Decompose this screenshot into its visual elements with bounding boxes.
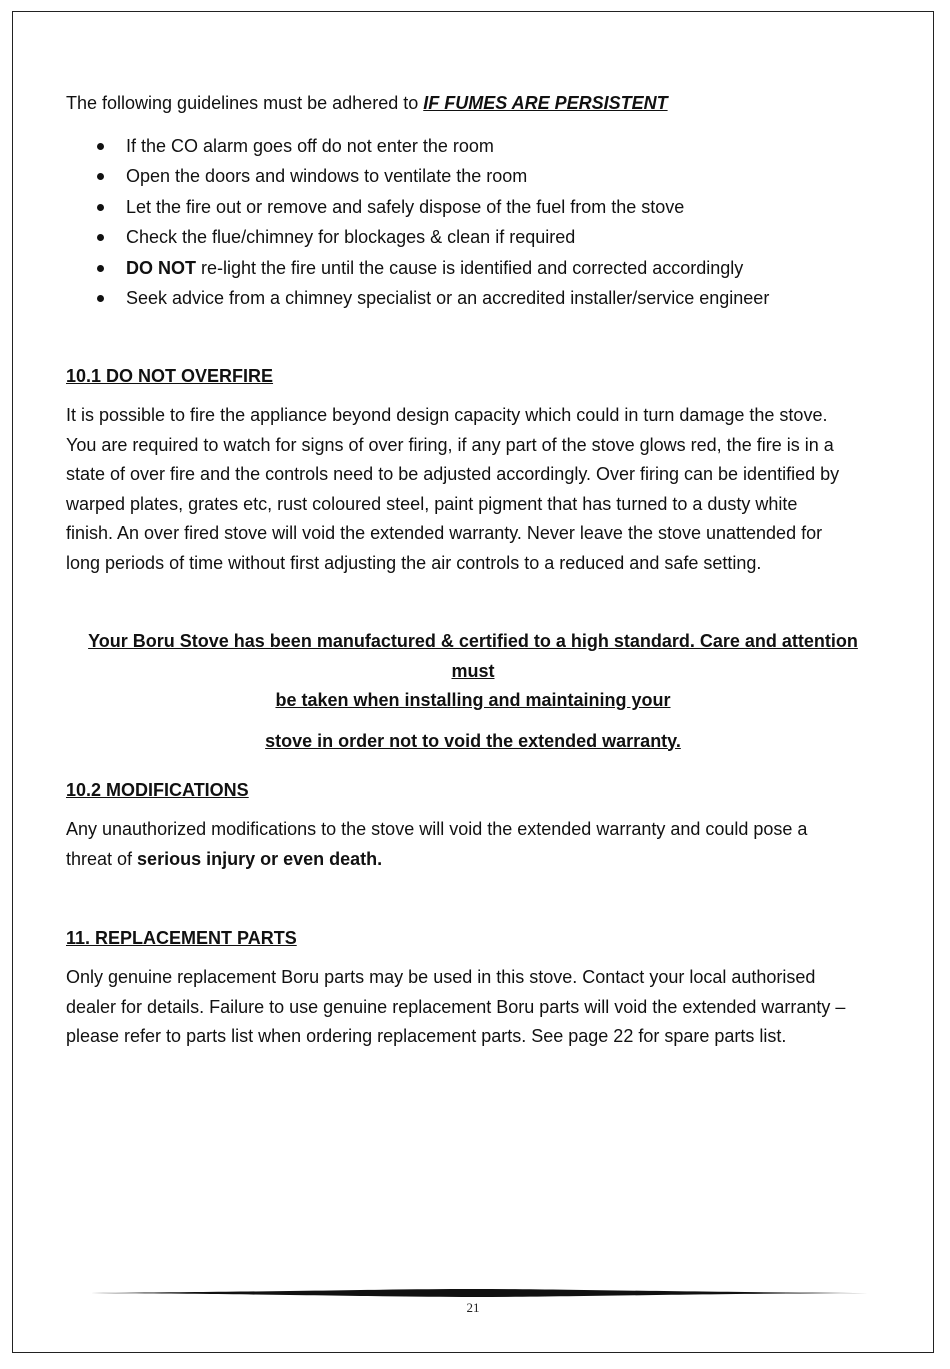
replacement-parts-paragraph [66,963,896,1052]
page-number: 21 [466,1300,480,1315]
intro-lead: The following guidelines must be adhered to [66,93,424,113]
list-item: DO NOT re-light the fire until the cause is identified and corrected accordingly [66,253,769,283]
overfire-paragraph [66,401,896,578]
notice-line: stove in order not to void the extended warranty. [265,730,681,751]
paragraph-line: warped plates, grates etc, rust coloured steel, paint pigment that has turned to a dusty white [66,493,798,514]
paragraph-line: Only genuine replacement Boru parts may be used in this stove. Contact your local authorised [66,967,816,987]
intro-line [66,89,668,119]
section-heading-overfire: 10.1 DO NOT OVERFIRE [66,366,274,386]
list-item: Open the doors and windows to ventilate the room [66,161,769,191]
bullet-icon [97,204,104,211]
list-item: If the CO alarm goes off do not enter the room [66,131,769,161]
paragraph-line: state of over fire and the controls need to be adjusted accordingly. Over firing can be identified by [66,464,840,484]
paragraph-line: Any unauthorized modifications to the stove will void the extended warranty and could pose a [66,819,808,839]
notice-line: be taken when installing and maintaining your [275,690,671,710]
paragraph-line: please refer to parts list when ordering replacement parts. See page 22 for spare parts list. [66,1026,787,1046]
intro-emphasis: IF FUMES ARE PERSISTENT [423,93,668,113]
paragraph-line: finish. An over fired stove will void the extended warranty. Never leave the stove unattended for [66,523,823,543]
guidelines-list [66,131,769,313]
list-item: Check the flue/chimney for blockages & clean if required [66,222,769,252]
bullet-icon [97,173,104,180]
bullet-icon [97,295,104,302]
paragraph-line: threat of serious injury or even death. [66,848,383,869]
section-heading-replacement-parts: 11. REPLACEMENT PARTS [66,928,297,948]
bullet-icon [97,234,104,241]
bullet-icon [97,143,104,150]
paragraph-line: You are required to watch for signs of over firing, if any part of the stove glows red, the fire is in a [66,434,834,455]
section-heading-modifications: 10.2 MODIFICATIONS [66,780,249,800]
bullet-icon [97,265,104,272]
paragraph-line: long periods of time without first adjusting the air controls to a reduced and safe setting. [66,552,762,573]
footer-divider [78,1288,868,1298]
list-item: Let the fire out or remove and safely dispose of the fuel from the stove [66,192,769,222]
paragraph-line: It is possible to fire the appliance beyond design capacity which could in turn damage the stove. [66,405,828,425]
notice-line: Your Boru Stove has been manufactured & certified to a high standard. Care and attention must [88,631,858,681]
modifications-paragraph [66,815,896,874]
warranty-notice [66,627,880,756]
paragraph-line: dealer for details. Failure to use genuine replacement Boru parts will void the extended warranty – [66,996,846,1017]
list-item: Seek advice from a chimney specialist or an accredited installer/service engineer [66,283,769,313]
